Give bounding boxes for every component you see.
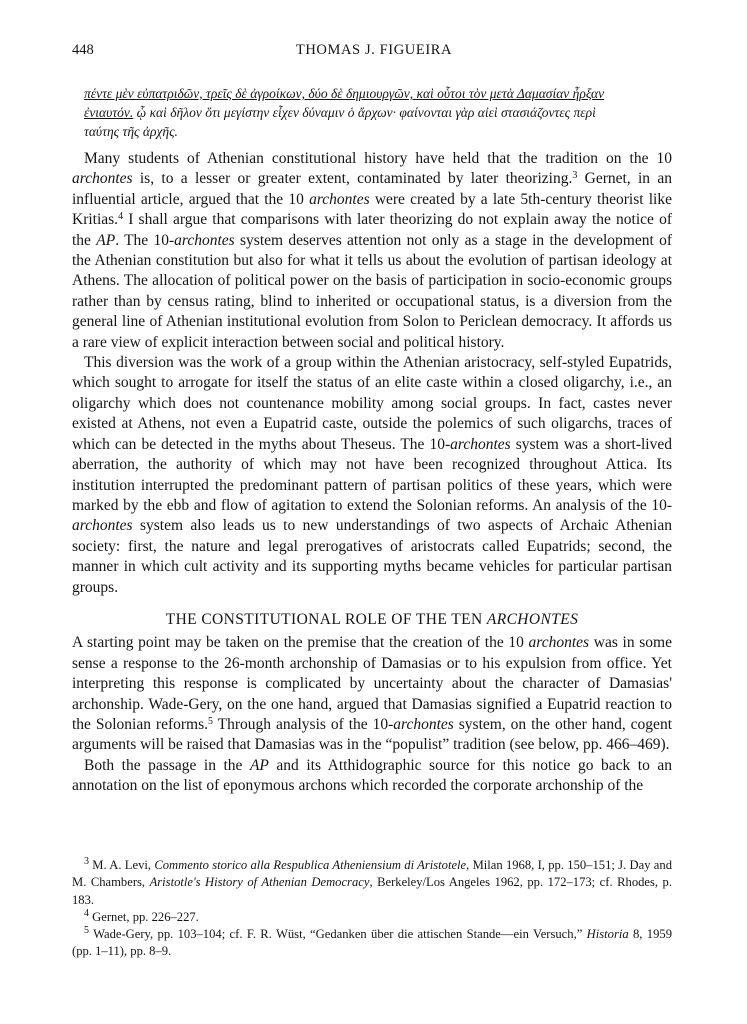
paragraph-1: Many students of Athenian constitutional history have held that the tradition on the 10 archontes is, to a lesser or greater extent, contaminated by later theorizing.$^3$ Gernet, in an influential article, argued that the 10 archontes were created by a late 5th-century theorist like Kritias.$^4$ I shall argue that comparisons with later theorizing do not explain away the notice of the AP. The 10-archontes system deserves attention not only as a stage in the development of the Athenian constitution but also for what it tells us about the evolution of partisan ideology at Athens. The allocation of political power on the basis of participation in socio-economic groups rather than by census rating, blind to inherited or occupational status, is a diversion from the general line of Athenian institutional evolution from Solon to Periclean democracy. It affords us a rare view of explicit interaction between social and political history. xyxy=(72,150,673,351)
greek-line-2: ᾧ καὶ δῆλον ὅτι μεγίστην εἶχεν δύναμιν ὁ ἄρχων· φαίνονται γὰρ αἰεὶ στασιάζοντες περὶ xyxy=(133,105,596,120)
main-text xyxy=(72,84,672,797)
footnotes xyxy=(72,857,672,961)
greek-line-3: ταύτης τῆς ἀρχῆς. xyxy=(84,124,178,139)
paragraph-2: This diversion was the work of a group within the Athenian aristocracy, self-styled Eupatrids, which sought to arrogate for itself the status of an elite caste within a closed oligarchy, i.e., an oligarchy which does not countenance mobility among social groups. In fact, castes never existed at Athens, not even a Eupatrid caste, outside the polemics of such oligarchs, traces of which can be detected in the myths about Theseus. The 10-archontes system was a short-lived aberration, the authority of which may not have been recognized throughout Attica. Its institution interrupted the predominant pattern of partisan politics of these years, which were marked by the ebb and flow of agitation to extend the Solonian reforms. An analysis of the 10-archontes system also leads us to new understandings of two aspects of Archaic Athenian society: first, the nature and legal prerogatives of aristocrats called Eupatrids; second, the manner in which cult activity and its supporting myths became vehicles for particular partisan groups. xyxy=(72,354,672,596)
running-head: THOMAS J. FIGUEIRA xyxy=(295,42,453,58)
greek-line-2-underlined: ἐνιαυτόν. xyxy=(84,105,134,120)
section-heading: THE CONSTITUTIONAL ROLE OF THE TEN ARCHONTES xyxy=(165,610,579,628)
footnote-3: $^3$ M. A. Levi, Commento storico alla Respublica Atheniensium di Aristotele, Milan 1968, I, pp. 150–151; J. Day and M. Chambers, Aristotle's History of Athenian Democracy, Berkeley/Los Angeles 1962, pp. 172–173; cf. Rhodes, p. 183. xyxy=(72,856,673,907)
greek-quotation xyxy=(84,84,672,141)
paragraph-3: A starting point may be taken on the premise that the creation of the 10 archontes was in some sense a response to the 26-month archonship of Damasias or to his expulsion from office. Yet interpreting this response is complicated by uncertainty about the character of Damasias' archonship. Wade-Gery, on the one hand, argued that Damasias signified a Eupatrid reaction to the Solonian reforms.$^5$ Through analysis of the 10-archontes system, on the other hand, cogent arguments will be raised that Damasias was in the “populist” tradition (see below, pp. 466–469). xyxy=(72,634,672,754)
footnote-ref-4: 4 xyxy=(118,211,124,223)
footnote-ref-3: 3 xyxy=(572,170,578,182)
page-header xyxy=(72,42,676,64)
footnote-4: $^4$ Gernet, pp. 226–227. xyxy=(84,907,199,924)
page-number: 448 xyxy=(72,42,94,58)
paragraph-4: Both the passage in the AP and its Atthidographic source for this notice go back to an annotation on the list of eponymous archons which recorded the corporate archonship of the xyxy=(72,756,673,795)
footnote-5: $^5$ Wade-Gery, pp. 103–104; cf. F. R. Wüst, “Gedanken über die attischen Stande—ein Versuch,” Historia 8, 1959 (pp. 1–11), pp. 8–9. xyxy=(72,925,672,959)
greek-line-1: πέντε μὲν εὐπατριδῶν, τρεῖς δὲ ἀγροίκων, δύο δὲ δημιουργῶν, καὶ οὗτοι τὸν μετὰ Δαμασίαν ἦρξαν xyxy=(84,86,605,101)
footnote-ref-5: 5 xyxy=(208,715,214,727)
